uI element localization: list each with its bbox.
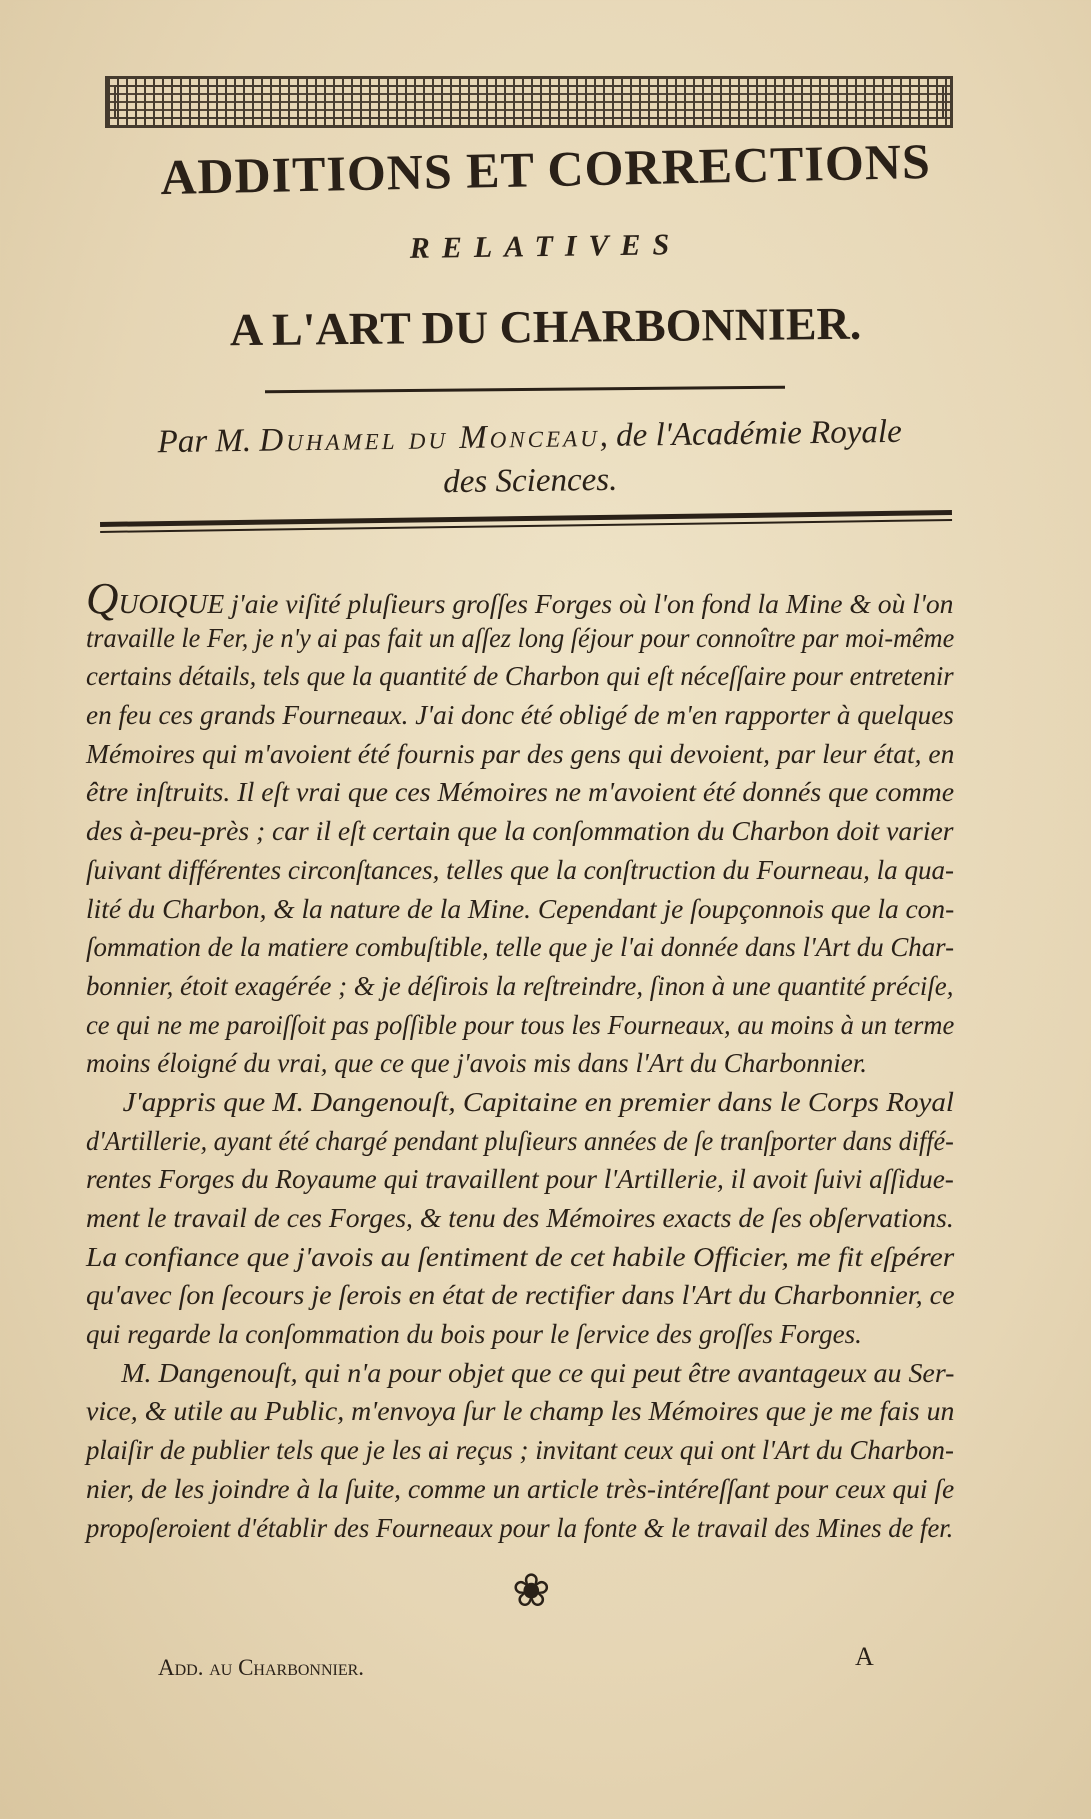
text-line	[86, 574, 973, 623]
text-line-content: nier, de les joindre à la ſuite, comme un article très-intéreſſant pour ceux qui ſe	[86, 1473, 955, 1504]
text-line	[86, 1083, 1020, 1122]
text-line	[86, 1006, 955, 1045]
text-line	[86, 1238, 1035, 1277]
text-line-content: en feu ces grands Fourneaux. J'ai donc été obligé de m'en rapporter à quelques	[86, 700, 954, 731]
text-line	[86, 1315, 954, 1354]
text-line	[86, 1354, 985, 1393]
text-line-content: plaiſir de publier tels que je les ai reçus ; invitant ceux qui ont l'Art du Charbon-	[86, 1435, 954, 1466]
text-line-content: J'appris que M. Dangenouſt, Capitaine en premier dans le Corps Royal	[122, 1086, 955, 1117]
text-line-content: des à-peu-près ; car il eſt certain que la conſommation du Charbon doit varier	[86, 816, 954, 847]
text-line	[86, 619, 955, 658]
double-divider-rule	[100, 510, 952, 527]
text-line	[86, 928, 955, 967]
text-line-content: UOIQUE j'aie viſité pluſieurs groſſes Forges où l'on fond la Mine & où l'on	[118, 589, 954, 619]
text-line-content: rentes Forges du Royaume qui travaillent pour l'Artillerie, il avoit ſuivi aſſidue-	[86, 1164, 954, 1195]
page-title-line2: A L'ART DU CHARBONNIER.	[229, 297, 862, 356]
signature-mark: Add. au Charbonnier.	[158, 1655, 365, 1680]
text-line-content: être inſtruits. Il eſt vrai que ces Mémoires ne m'avoient été donnés que comme	[86, 777, 955, 808]
text-line	[86, 1122, 954, 1161]
text-line	[86, 1276, 990, 1315]
text-line-content: bonnier, étoit exagérée ; & je déſirois la reſtreindre, ſinon à une quantité préciſe,	[86, 970, 954, 1001]
gathering-signature: A	[855, 1642, 874, 1671]
text-line	[86, 1044, 954, 1083]
text-line-content: moins éloigné du vrai, que ce que j'avois mis dans l'Art du Charbonnier.	[86, 1048, 867, 1079]
page-title: ADDITIONS ET CORRECTIONS	[159, 132, 932, 206]
author-byline	[79, 409, 980, 510]
text-line-content: certains détails, tels que la quantité de Charbon qui eſt néceſſaire pour entretenir	[86, 661, 954, 692]
text-line	[86, 1199, 973, 1238]
text-line	[86, 773, 981, 812]
text-line-content: d'Artillerie, ayant été chargé pendant pluſieurs années de ſe tranſporter dans diffé-	[86, 1125, 954, 1156]
author-line2: des Sciences.	[443, 461, 618, 501]
text-line-content: ſuivant différentes circonſtances, telles que la conſtruction du Fourneau, la qua-	[86, 854, 955, 885]
author-suffix: , de l'Académie Royale	[599, 413, 902, 455]
text-line	[86, 890, 967, 929]
text-line	[86, 657, 954, 696]
decorative-header-band	[105, 76, 953, 128]
text-line	[86, 1431, 954, 1470]
text-line	[86, 735, 971, 774]
text-line-content: ment le travail de ces Forges, & tenu des Mémoires exacts de ſes obſervations.	[86, 1203, 954, 1233]
text-line	[86, 1470, 970, 1509]
text-line	[86, 851, 956, 890]
text-line-content: lité du Charbon, & la nature de la Mine. Cependant je ſoupçonnois que la con-	[86, 893, 955, 924]
text-line	[86, 1509, 954, 1548]
author-name: Duhamel du Monceau	[259, 418, 600, 459]
text-line-content: ce qui ne me paroiſſoit pas poſſible pour tous les Fourneaux, au moins à un terme	[86, 1009, 955, 1040]
drop-cap: Q	[86, 574, 119, 623]
text-line-content: qui regarde la conſommation du bois pour le ſervice des groſſes Forges.	[86, 1319, 862, 1350]
text-line-content: propoſeroient d'établir des Fourneaux pour la fonte & le travail des Mines de fer.	[86, 1512, 954, 1543]
text-line	[86, 1392, 981, 1431]
text-line-content: ſommation de la matiere combuſtible, telle que je l'ai donnée dans l'Art du Char-	[86, 932, 955, 963]
text-line-content: qu'avec ſon ſecours je ſerois en état de rectifier dans l'Art du Charbonnier, ce	[86, 1280, 955, 1311]
page-subtitle: RELATIVES	[409, 228, 682, 265]
text-line-content: travaille le Fer, je n'y ai pas fait un aſſez long ſéjour pour connoître par moi-même	[86, 622, 955, 653]
text-line	[86, 696, 960, 735]
author-prefix: Par M.	[157, 422, 252, 461]
fleuron-ornament-icon: ❀	[512, 1565, 551, 1616]
text-line	[86, 1160, 962, 1199]
text-line-content: M. Dangenouſt, qui n'a pour objet que ce qui peut être avantageux au Ser-	[121, 1357, 955, 1388]
text-line-content: Mémoires qui m'avoient été fournis par des gens qui devoient, par leur état, en	[86, 738, 955, 769]
text-line-content: vice, & utile au Public, m'envoya ſur le champ les Mémoires que je me fais un	[86, 1396, 955, 1427]
text-line-content: La confiance que j'avois au ſentiment de cet habile Officier, me fit eſpérer	[86, 1241, 955, 1272]
body-text	[86, 574, 955, 1547]
divider-rule	[265, 386, 785, 394]
text-line	[86, 812, 972, 851]
text-line	[86, 967, 954, 1006]
